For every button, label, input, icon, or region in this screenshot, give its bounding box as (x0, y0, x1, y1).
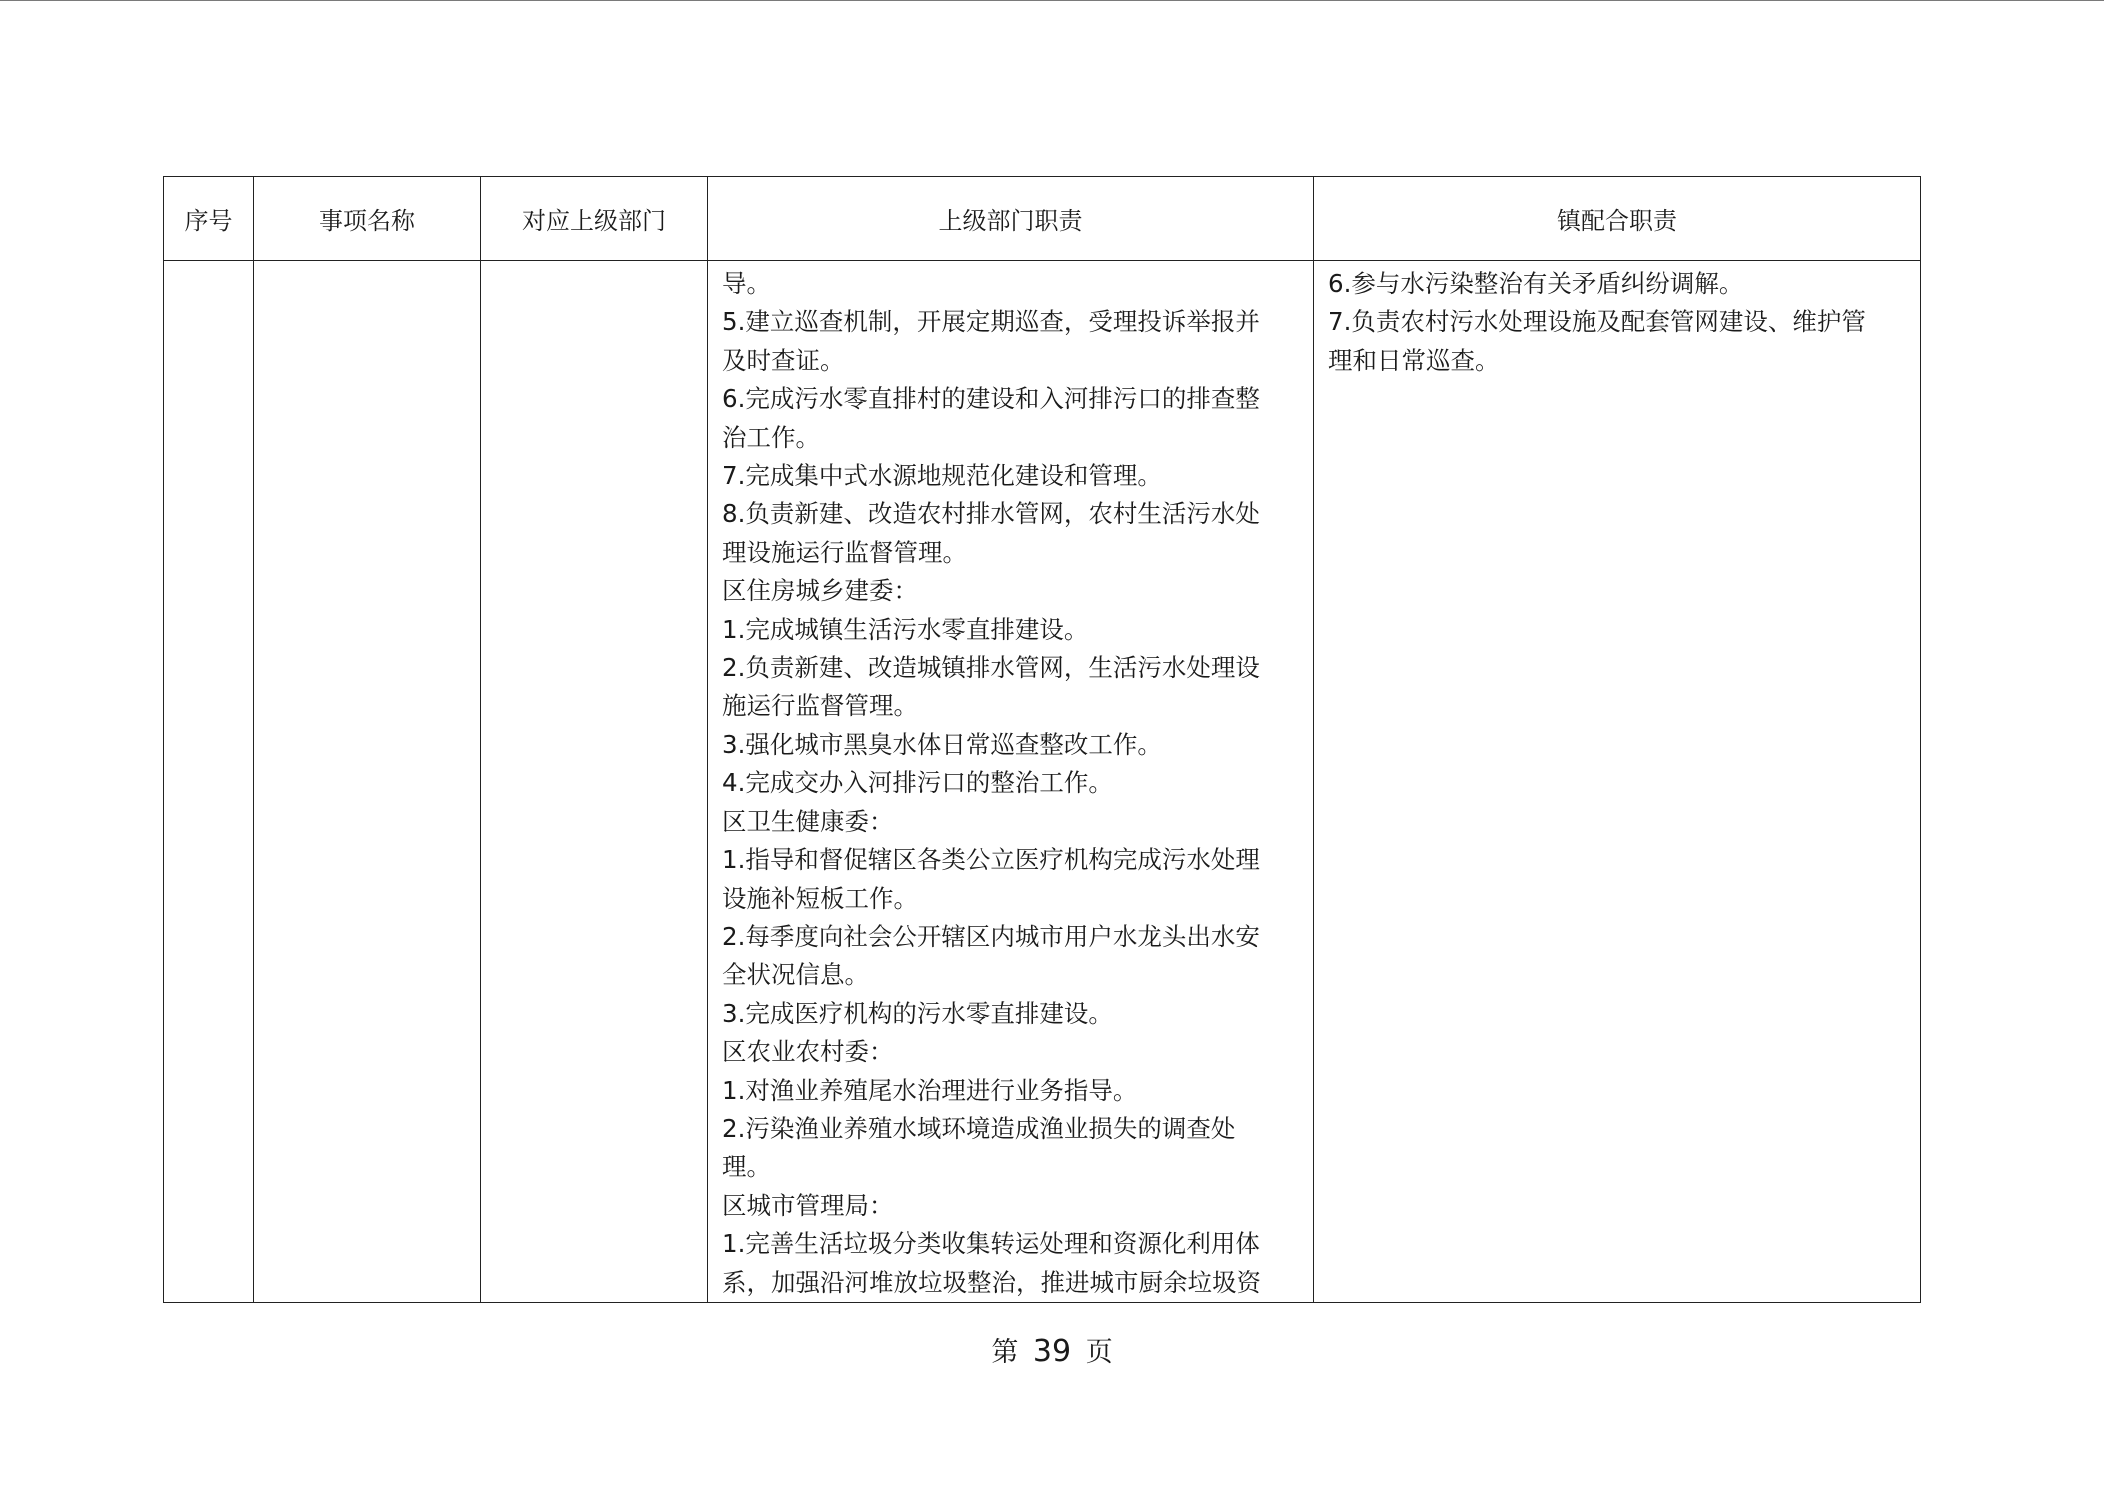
duty-line: 1.完成城镇生活污水零直排建设。 (722, 614, 1089, 644)
responsibility-table (163, 176, 1921, 1303)
duty-line: 6.完成污水零直排村的建设和入河排污口的排查整 (722, 384, 1260, 414)
dept-heading: 区农业农村委： (722, 1037, 894, 1067)
duty-line: 2.每季度向社会公开辖区内城市用户水龙头出水安 (722, 921, 1260, 951)
header-town-duties: 镇配合职责 (1314, 177, 1921, 261)
cell-town-duties (1314, 261, 1921, 1303)
table-header-row (164, 177, 1921, 261)
duty-line: 全状况信息。 (722, 960, 869, 990)
town-duty-line: 6.参与水污染整治有关矛盾纠纷调解。 (1328, 269, 1744, 298)
table-row (164, 261, 1921, 1303)
town-duty-line: 7.负责农村污水处理设施及配套管网建设、维护管 (1328, 307, 1866, 337)
duty-line: 1.完善生活垃圾分类收集转运处理和资源化利用体 (722, 1229, 1260, 1259)
duty-line: 3.完成医疗机构的污水零直排建设。 (722, 998, 1113, 1028)
header-seq: 序号 (164, 177, 254, 261)
duty-line: 治工作。 (722, 422, 820, 452)
duty-line: 2.负责新建、改造城镇排水管网，生活污水处理设 (722, 653, 1260, 683)
duty-line: 5.建立巡查机制，开展定期巡查，受理投诉举报并 (722, 307, 1260, 337)
duty-line: 及时查证。 (722, 345, 845, 375)
duty-line: 理设施运行监督管理。 (722, 537, 967, 567)
duty-line: 设施补短板工作。 (722, 883, 918, 913)
cell-superior-duties (708, 261, 1314, 1303)
duty-line: 4.完成交办入河排污口的整治工作。 (722, 768, 1113, 798)
page-suffix: 页 (1085, 1337, 1113, 1368)
dept-heading: 区城市管理局： (722, 1190, 894, 1220)
duty-line: 1.对渔业养殖尾水治理进行业务指导。 (722, 1075, 1138, 1105)
duty-line: 3.强化城市黑臭水体日常巡查整改工作。 (722, 729, 1162, 759)
duty-line: 2.污染渔业养殖水域环境造成渔业损失的调查处 (722, 1113, 1236, 1143)
top-border-line (0, 0, 2104, 1)
duty-line: 理。 (722, 1152, 771, 1182)
dept-heading: 区住房城乡建委： (722, 576, 918, 606)
page-prefix: 第 (991, 1337, 1019, 1368)
header-superior-dept: 对应上级部门 (481, 177, 708, 261)
duty-line: 施运行监督管理。 (722, 691, 918, 721)
dept-heading: 区卫生健康委： (722, 806, 894, 836)
cell-superior-dept (481, 261, 708, 1303)
duty-line: 1.指导和督促辖区各类公立医疗机构完成污水处理 (722, 845, 1260, 875)
duty-line: 8.负责新建、改造农村排水管网，农村生活污水处 (722, 499, 1260, 529)
header-superior-duties: 上级部门职责 (708, 177, 1314, 261)
duty-line: 导。 (722, 269, 771, 298)
header-item-name: 事项名称 (254, 177, 481, 261)
duty-line: 系，加强沿河堆放垃圾整治，推进城市厨余垃圾资 (722, 1267, 1261, 1297)
cell-item-name (254, 261, 481, 1303)
page-number: 39 (1032, 1334, 1072, 1369)
page-number-footer (0, 1330, 2104, 1369)
duty-line: 7.完成集中式水源地规范化建设和管理。 (722, 461, 1162, 491)
town-duty-line: 理和日常巡查。 (1328, 345, 1500, 375)
cell-seq (164, 261, 254, 1303)
